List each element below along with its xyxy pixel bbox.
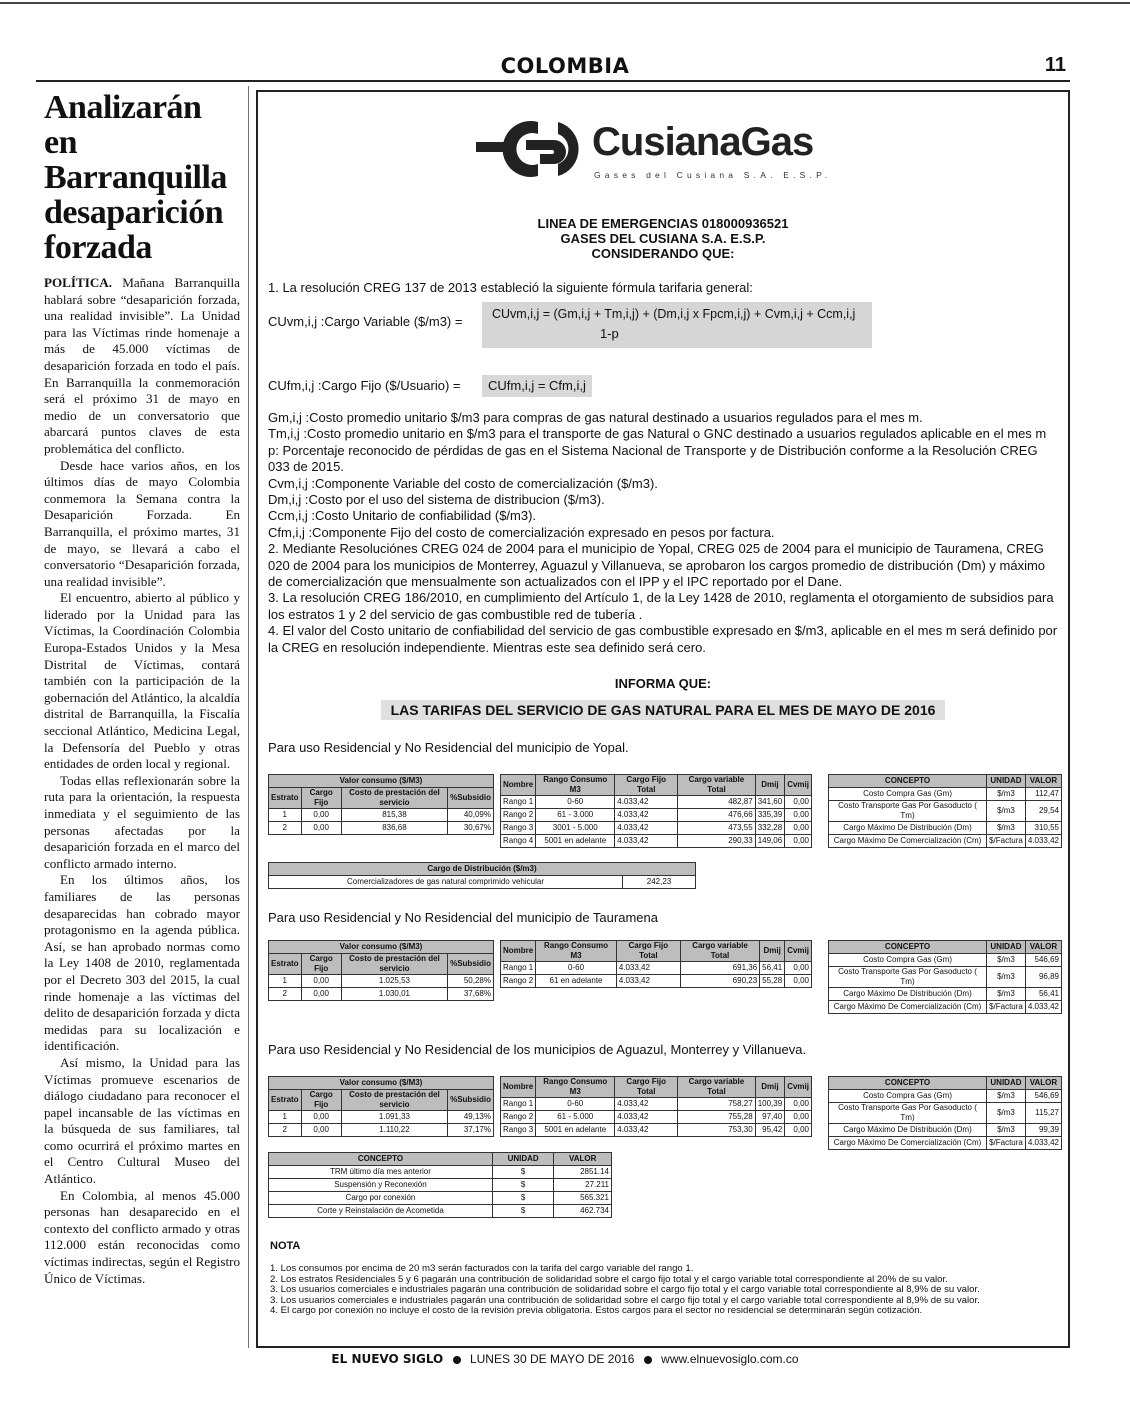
th-cvmij: Cvmij [785,1077,812,1098]
cell: 4.033,42 [616,975,680,988]
th-estrato: Estrato [269,954,302,975]
table-row [829,822,1062,835]
th-valor-consumo: Valor consumo ($/M3) [269,775,494,788]
notice-header [258,216,1068,261]
article-paragraph: Desde hace varios años, en los últimos días de mayo Colombia conmemora la Semana contra la Desaparición Forzada. En Barranquilla, el próximo martes, 31 de mayo, se llevará a cabo el conversatorio “Desaparición forzada, una realidad invisible”. [44,457,240,589]
cell: 473,55 [678,822,756,835]
th-valor: VALOR [554,1153,612,1166]
cell: 27.211 [554,1179,612,1192]
cell: 0,00 [785,822,812,835]
nota-item: 1. Los consumos por encima de 20 m3 serán facturados con la tarifa del cargo variable del rango 1. [270,1263,694,1274]
cell: 341,60 [755,796,784,809]
th-cv-total: Cargo variable Total [680,941,759,962]
definitions [268,410,1062,656]
nota-item: 3. Los usuarios comerciales e industriales pagarán una contribución de solidaridad sobre el cargo fijo total y el cargo variable total correspondiente al 8,9% de su valor. [270,1294,980,1306]
th-unidad: UNIDAD [987,1077,1026,1090]
th-cargo-fijo: Cargo Fijo [301,788,341,809]
tauramena-estratos-table [268,940,494,1001]
cell: 0,00 [301,988,341,1001]
th-cvmij: Cvmij [785,941,812,962]
yopal-estratos-table [268,774,494,835]
cell: 0-60 [536,796,615,809]
th-dmij: Dmij [755,775,784,796]
considerando-heading: CONSIDERANDO QUE: [591,246,735,261]
th-concepto: CONCEPTO [829,1077,987,1090]
nota-title: NOTA [270,1240,301,1252]
cell: 0,00 [301,809,341,822]
yopal-rangos-table [500,774,812,848]
cell: 0,00 [301,1124,341,1137]
article-title: Analizarán en Barranquilla desaparición forzada [44,89,227,266]
bullet-icon [453,1356,461,1364]
cell: 115,27 [1025,1103,1061,1124]
brand-subtitle: Gases del Cusiana S.A. E.S.P. [594,170,832,180]
cell: 0,00 [785,809,812,822]
cell: 310,55 [1025,822,1061,835]
cell: Costo Transporte Gas Por Gasoducto ( Tm) [829,1103,987,1124]
cell: $/Factura [987,1001,1026,1014]
website-url: www.elnuevosiglo.com.co [661,1352,799,1366]
cell: $/m3 [987,801,1026,822]
cell: 2 [269,988,302,1001]
cell: 5001 en adelante [536,1124,615,1137]
th-concepto: CONCEPTO [829,941,987,954]
paper-name: EL NUEVO SIGLO [331,1352,444,1366]
table-row [269,1166,612,1179]
informa-heading: INFORMA QUE: [614,676,712,691]
cell: 0-60 [536,962,617,975]
cell: 482,87 [678,796,756,809]
cell: Rango 3 [501,822,536,835]
cufm-formula: CUfm,i,j = Cfm,i,j [482,375,592,397]
cell: 0,00 [301,822,341,835]
brand-name: CusianaGas [592,120,814,164]
table-row [269,1124,494,1137]
th-cargo-fijo: Cargo Fijo [301,1090,341,1111]
footer [0,1352,1130,1366]
th-cv-total: Cargo variable Total [678,775,756,796]
cell: 37,17% [448,1124,494,1137]
cell: 476,66 [678,809,756,822]
th-costo-prestacion: Costo de prestación del servicio [341,1090,447,1111]
th-dmij: Dmij [755,1077,784,1098]
tauramena-rangos-table [500,940,812,988]
cell: Costo Transporte Gas Por Gasoducto ( Tm) [829,801,987,822]
cell: 0,00 [785,1098,812,1111]
cell: 49,13% [448,1111,494,1124]
cell: Rango 4 [501,835,536,848]
table-row [501,1098,812,1111]
table-row [501,822,812,835]
table-row [501,975,812,988]
cell: 1.025,53 [341,975,447,988]
top-rule [0,2,1130,4]
cell: 100,39 [755,1098,784,1111]
aguazul-rangos-table [500,1076,812,1137]
article-text: Mañana Barranquilla hablará sobre “desaparición forzada, una realidad invisible”. La Unidad para las Víctimas rinde homenaje a más de 45.000 víctimas de desaparición forzada en todo el país. En Barranquilla la conmemoración será el próximo 31 de mayo en medio de un conversatorio que abarcará puntos claves de esta problemática del conflicto. [44,275,240,456]
cell: 242,23 [623,876,696,889]
cell: $/m3 [987,1103,1026,1124]
cuvm-formula-row [268,307,1062,341]
notas [270,1264,980,1317]
cell: Cargo Máximo De Distribución (Dm) [829,1124,987,1137]
cell: 4.033,42 [615,1124,678,1137]
def-gm: Gm,i,j :Costo promedio unitario $/m3 para compras de gas natural destinado a usuarios regulados para el mes m. [268,410,923,425]
table-row [269,1192,612,1205]
table-row [829,988,1062,1001]
table-row [269,1179,612,1192]
table-row [501,835,812,848]
cell: 1.091,33 [341,1111,447,1124]
cell: 4.033,42 [615,1111,678,1124]
cell: Rango 2 [501,975,536,988]
article-paragraph: En Colombia, al menos 45.000 personas han desaparecido en el contexto del conflicto armado y otras 112.000 están reconocidas como víctimas indirectas, según el Registro Único de Víctimas. [44,1187,240,1286]
cell: $/m3 [987,1090,1026,1103]
th-valor-consumo: Valor consumo ($/M3) [269,941,494,954]
cell: 99,39 [1025,1124,1061,1137]
cell: 0,00 [785,962,812,975]
cell: 95,42 [755,1124,784,1137]
cell: Costo Compra Gas (Gm) [829,1090,987,1103]
def-dm: Dm,i,j :Costo por el uso del sistema de distribucion ($/m3). [268,492,605,508]
cell: 61 en adelante [536,975,617,988]
cell: 0,00 [785,1124,812,1137]
th-nombre: Nombre [501,775,536,796]
table-row [269,822,494,835]
table-row [501,962,812,975]
def-cfm: Cfm,i,j :Componente Fijo del costo de comercialización expresado en pesos por factura. [268,524,775,540]
article-paragraph: Así mismo, la Unidad para las Víctimas promueve escenarios de diálogo ciudadano para reconocer el papel incansable de las víctimas en la búsqueda de sus familiares, tal como ocurrirá el próximo martes en el Centro Cultural Museo del Atlántico. [44,1054,240,1187]
yopal-conceptos-table [828,774,1062,848]
muni-aguazul: Para uso Residencial y No Residencial de los municipios de Aguazul, Monterrey y Villanueva. [268,1042,807,1057]
aguazul-estratos-table [268,1076,494,1137]
cell: 1.110,22 [341,1124,447,1137]
tarifas-title-text: LAS TARIFAS DEL SERVICIO DE GAS NATURAL PARA EL MES DE MAYO DE 2016 [381,700,946,720]
th-rango: Rango Consumo M3 [536,1077,615,1098]
muni-tauramena: Para uso Residencial y No Residencial del municipio de Tauramena [268,910,658,925]
cell: Rango 2 [501,809,536,822]
cell: 755,28 [678,1111,756,1124]
cell: Costo Compra Gas (Gm) [829,954,987,967]
cell: 50,28% [448,975,494,988]
cusianagas-logo [476,114,846,186]
cell: 96,89 [1025,967,1061,988]
cell: Cargo Máximo De Comercialización (Cm) [829,1001,987,1014]
company-name: GASES DEL CUSIANA S.A. E.S.P. [560,231,766,246]
cell: 4.033,42 [1025,1137,1061,1150]
cufm-label: CUfm,i,j :Cargo Fijo ($/Usuario) = [268,378,461,393]
cell: $ [492,1166,553,1179]
cell: 565.321 [554,1192,612,1205]
yopal-distribucion-table [268,862,696,889]
cell: 332,28 [755,822,784,835]
cell: 290,33 [678,835,756,848]
def-p: p: Porcentaje reconocido de pérdidas de gas en el Sistema Nacional de Transporte y de Distribución conforme a la Resolución CREG 033 de 2015. [268,442,1038,475]
cell: 0,00 [785,1111,812,1124]
cuvm-label: CUvm,i,j :Cargo Variable ($/m3) = [268,314,463,329]
cell: 1 [269,975,302,988]
table-row [829,954,1062,967]
cell: $/m3 [987,954,1026,967]
cell: 546,69 [1025,954,1061,967]
th-unidad: UNIDAD [987,775,1026,788]
nota-item: 4. El cargo por conexión no incluye el costo de la revisión previa obligatoria. Estos cargos para el sector no residencial se determinarán según cotización. [270,1305,923,1317]
th-valor: VALOR [1025,1077,1061,1090]
table-row [829,1103,1062,1124]
cell: Rango 1 [501,1098,536,1111]
table-row [269,988,494,1001]
cell: Costo Transporte Gas Por Gasoducto ( Tm) [829,967,987,988]
th-subsidio: %Subsidio [448,788,494,809]
cell: 753,30 [678,1124,756,1137]
cell: $/Factura [987,835,1026,848]
cuvm-denominator: 1-p [600,326,619,341]
cell: 4.033,42 [615,796,678,809]
th-cf-total: Cargo Fijo Total [615,1077,678,1098]
nota-item: 3. Los usuarios comerciales e industriales pagarán una contribución de solidaridad sobre el cargo fijo total y el cargo variable total correspondiente al 8,9% de su valor. [270,1284,980,1296]
page-number: 11 [1044,54,1066,76]
th-cargo-fijo: Cargo Fijo [301,954,341,975]
cell: $/m3 [987,788,1026,801]
res2: 2. Mediante Resoluciónes CREG 024 de 2004 para el municipio de Yopal, CREG 025 de 2004 para el municipio de Tauramena, CREG 020 de 2004 para los municipios de Monterrey, Aguazul y Villanueva, se aprobaron los cargos promedio de distribución (Dm) y máximo de comercialización que mensualmente son actualizados con el IPP y el IPC reportado por el Dane. [268,541,1046,590]
table-row [501,1111,812,1124]
cell: 3001 - 5.000 [536,822,615,835]
table-row [269,809,494,822]
cufm-formula-row [268,378,1062,394]
table-row [829,1001,1062,1014]
res1: 1. La resolución CREG 137 de 2013 estableció la siguiente fórmula tarifaria general: [268,280,753,295]
column-divider [248,86,249,1348]
cell: 335,39 [755,809,784,822]
muni-yopal: Para uso Residencial y No Residencial del municipio de Yopal. [268,740,629,755]
emergency-line: LINEA DE EMERGENCIAS 018000936521 [537,216,789,231]
def-ccm: Ccm,i,j :Costo Unitario de confiabilidad ($/m3). [268,508,537,524]
cell: 4.033,42 [615,1098,678,1111]
th-concepto: CONCEPTO [829,775,987,788]
cell: 29,54 [1025,801,1061,822]
aguazul-conceptos-table [828,1076,1062,1150]
cell: Rango 2 [501,1111,536,1124]
cell: 97,40 [755,1111,784,1124]
cell: $/m3 [987,988,1026,1001]
th-cf-total: Cargo Fijo Total [615,775,678,796]
def-tm: Tm,i,j :Costo promedio unitario en $/m3 para el transporte de gas Natural o GNC destinado a usuarios regulados aplicable en el mes m [268,426,1047,442]
th-valor: VALOR [1025,941,1061,954]
cell: Costo Compra Gas (Gm) [829,788,987,801]
cell: 0,00 [301,1111,341,1124]
cell: 462.734 [554,1205,612,1218]
cell: 4.033,42 [616,962,680,975]
cell: 815,38 [341,809,447,822]
cargos-extra-table [268,1152,612,1218]
cell: 40,09% [448,809,494,822]
cell: 55,28 [760,975,785,988]
cell: 37,68% [448,988,494,1001]
th-dmij: Dmij [760,941,785,962]
table-row [829,1137,1062,1150]
cell: 691,36 [680,962,759,975]
cuvm-formula-box [482,302,872,348]
cell: 690,23 [680,975,759,988]
cell: Rango 1 [501,962,536,975]
table-row [829,835,1062,848]
cell: 149,06 [755,835,784,848]
cell: Cargo por conexión [269,1192,493,1205]
cell: $/m3 [987,1124,1026,1137]
header-rule [36,80,1070,82]
th-concepto: CONCEPTO [269,1153,493,1166]
th-subsidio: %Subsidio [448,954,494,975]
cell: 0-60 [536,1098,615,1111]
article-paragraph: Todas ellas reflexionarán sobre la ruta para la orientación, la respuesta inmediata y el seguimiento de las personas afectadas por la desaparición forzada en el marco del conflicto armado interno. [44,772,240,871]
th-unidad: UNIDAD [492,1153,553,1166]
cell: Suspensión y Reconexión [269,1179,493,1192]
cell: 758,27 [678,1098,756,1111]
table-row [501,809,812,822]
cell: 30,67% [448,822,494,835]
issue-date: LUNES 30 DE MAYO DE 2016 [469,1352,635,1366]
cell: 4.033,42 [1025,835,1061,848]
th-estrato: Estrato [269,788,302,809]
cell: Cargo Máximo De Distribución (Dm) [829,988,987,1001]
cell: 4.033,42 [1025,1001,1061,1014]
cell: 0,00 [785,796,812,809]
cell: 546,69 [1025,1090,1061,1103]
th-costo-prestacion: Costo de prestación del servicio [341,788,447,809]
th-subsidio: %Subsidio [448,1090,494,1111]
table-row [829,1124,1062,1137]
cell: 1.030,01 [341,988,447,1001]
cell: 836,68 [341,822,447,835]
res4: 4. El valor del Costo unitario de confiabilidad del servicio de gas combustible expresado en $/m3, aplicable en el mes m será definido por la CREG en resolución independiente. Mientras este sea definido será cero. [268,623,1058,655]
cell: Cargo Máximo De Comercialización (Cm) [829,835,987,848]
table-row [269,975,494,988]
def-cvm: Cvm,i,j :Componente Variable del costo de comercialización ($/m3). [268,475,658,491]
cuvm-formula: CUvm,i,j = (Gm,i,j + Tm,i,j) + (Dm,i,j x Fpcm,i,j) + Cvm,i,j + Ccm,i,j [492,307,856,321]
article-paragraph [44,275,240,458]
cell: 1 [269,1111,302,1124]
cell: Comercializadores de gas natural comprimido vehicular [269,876,623,889]
th-cf-total: Cargo Fijo Total [616,941,680,962]
th-unidad: UNIDAD [987,941,1026,954]
th-valor: VALOR [1025,775,1061,788]
th-rango: Rango Consumo M3 [536,941,617,962]
cell: TRM último día mes anterior [269,1166,493,1179]
th-rango: Rango Consumo M3 [536,775,615,796]
article-paragraph: El encuentro, abierto al público y liderado por la Unidad para las Víctimas, la Coordinación Colombia Europa-Estados Unidos y la Mesa Distrital de Víctimas, contará también con la participación de la gobernación del Atlántico, la alcaldía distrital de Barranquilla, la Fiscalía seccional Atlántico, Medicina Legal, la Defensoría del Pueblo y otras entidades de orden local y regional. [44,590,240,772]
th-valor-consumo: Valor consumo ($/M3) [269,1077,494,1090]
cell: 2 [269,1124,302,1137]
table-row [829,788,1062,801]
table-row [269,876,696,889]
th-cv-total: Cargo variable Total [678,1077,756,1098]
cell: $/Factura [987,1137,1026,1150]
cusianagas-notice [256,90,1070,1348]
cell: 56,41 [760,962,785,975]
cell: 1 [269,809,302,822]
table-row [829,801,1062,822]
table-row [501,1124,812,1137]
cell: 0,00 [301,975,341,988]
cell: Cargo Máximo De Distribución (Dm) [829,822,987,835]
table-row [829,1090,1062,1103]
article [44,90,240,1287]
cell: 61 - 5.000 [536,1111,615,1124]
cell: 56,41 [1025,988,1061,1001]
th-nombre: Nombre [501,941,536,962]
th-costo-prestacion: Costo de prestación del servicio [341,954,447,975]
cell: 0,00 [785,835,812,848]
cell: Rango 1 [501,796,536,809]
cell: $ [492,1192,553,1205]
article-paragraph: En los últimos años, los familiares de las personas desaparecidas han cobrado mayor protagonismo en la agenda pública. Así, se han aprobado normas como la Ley 1408 de 2010, reglamentada por el Decreto 303 del 2015, la cual rinde homenaje a las víctimas del delito de desaparición forzada y dicta medidas para su localización e identificación. [44,872,240,1054]
cell: 2851.14 [554,1166,612,1179]
cell: 4.033,42 [615,835,678,848]
cell: 4.033,42 [615,822,678,835]
cell: 0,00 [785,975,812,988]
section-title: COLOMBIA [500,54,630,78]
cell: 2 [269,822,302,835]
cell: 4.033,42 [615,809,678,822]
cell: $/m3 [987,822,1026,835]
cell: $/m3 [987,967,1026,988]
cell: $ [492,1179,553,1192]
th-nombre: Nombre [501,1077,536,1098]
tarifas-title [258,702,1068,720]
bullet-icon [644,1356,652,1364]
th-cvmij: Cvmij [785,775,812,796]
table-row [269,1111,494,1124]
cell: 61 - 3.000 [536,809,615,822]
tauramena-conceptos-table [828,940,1062,1014]
cell: Corte y Reinstalación de Acometida [269,1205,493,1218]
res3: 3. La resolución CREG 186/2010, en cumplimiento del Artículo 1, de la Ley 1428 de 2010, reglamenta el otorgamiento de subsidios para los estratos 1 y 2 del servicio de gas combustible red de tubería . [268,590,1054,622]
table-row [501,796,812,809]
cell: Cargo Máximo De Comercialización (Cm) [829,1137,987,1150]
cell: $ [492,1205,553,1218]
th-estrato: Estrato [269,1090,302,1111]
article-kicker: POLÍTICA. [44,275,113,290]
table-row [269,1205,612,1218]
nota-item: 2. Los estratos Residenciales 5 y 6 pagarán una contribución de solidaridad sobre el cargo fijo total y el cargo variable total correspondiente al 20% de su valor. [270,1273,948,1285]
cusianagas-logo-icon [476,114,586,184]
cell: 112,47 [1025,788,1061,801]
th-distribucion: Cargo de Distribución ($/m3) [269,863,696,876]
table-row [829,967,1062,988]
cell: 5001 en adelante [536,835,615,848]
cell: Rango 3 [501,1124,536,1137]
